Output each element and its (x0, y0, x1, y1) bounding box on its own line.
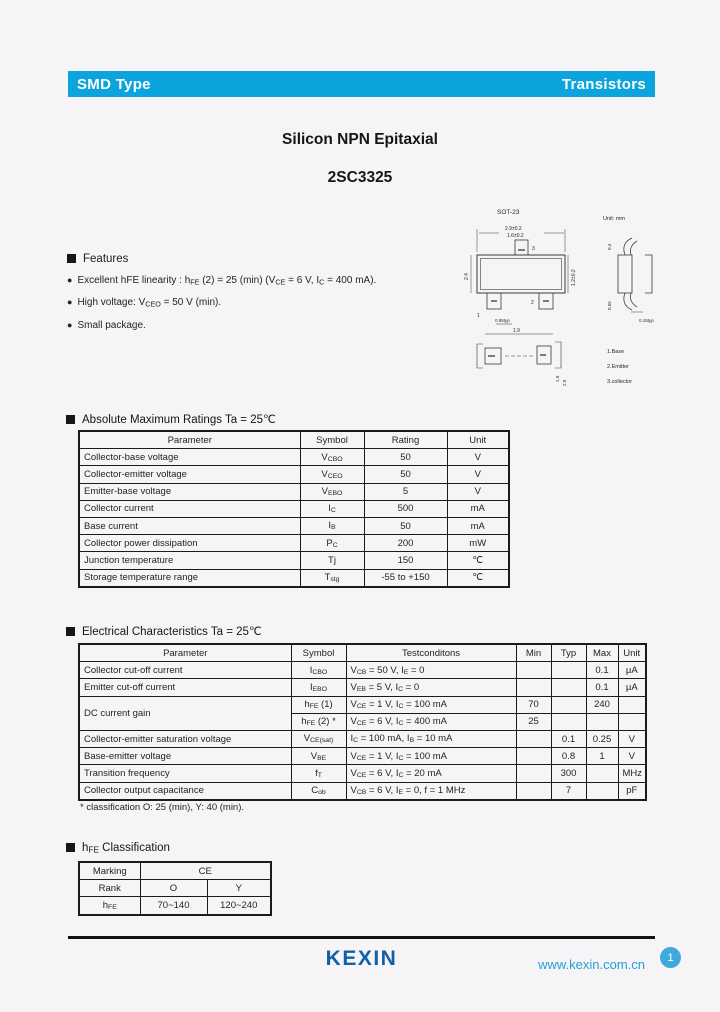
table-row (79, 466, 509, 483)
table-cell: 70 (516, 696, 551, 713)
package-land-pattern (477, 342, 561, 368)
table-cell: Collector power dissipation (79, 535, 300, 552)
column-header: Testconditons (346, 644, 516, 662)
classification-footnote: * classification O: 25 (min), Y: 40 (min). (80, 802, 245, 813)
dim-label: 0.95typ (495, 318, 510, 323)
table-cell: Y (207, 880, 271, 897)
table-row (79, 449, 509, 466)
table-cell: hFE (1) (291, 696, 346, 713)
table-row (79, 880, 271, 897)
table-cell (586, 782, 618, 800)
table-cell (551, 713, 586, 730)
header-row (79, 644, 646, 662)
table-cell: mW (447, 535, 509, 552)
package-unit-label: Unit: mm (603, 216, 625, 222)
pin-function-label: 3.collector (607, 379, 633, 385)
table-cell: hFE (2) * (291, 713, 346, 730)
document-title: Silicon NPN Epitaxial (282, 131, 438, 148)
table-cell: VEB = 5 V, IC = 0 (346, 679, 516, 696)
table-cell (516, 679, 551, 696)
table-cell: V (618, 730, 646, 747)
dim-label: 1.9 (513, 328, 520, 334)
table-cell: V (618, 748, 646, 765)
table-cell: 0.1 (586, 662, 618, 679)
table-cell: hFE (79, 897, 140, 915)
part-number: 2SC3325 (327, 169, 393, 186)
dim-label: 0.15typ (639, 318, 654, 323)
pin-number: 3 (532, 246, 535, 252)
hfe-classification-heading: hFE Classification (66, 842, 170, 854)
table-cell (516, 782, 551, 800)
column-header: Min (516, 644, 551, 662)
table-cell: ℃ (447, 569, 509, 587)
table-cell: VCBO (300, 449, 364, 466)
table-cell: Collector output capacitance (79, 782, 291, 800)
table-row (79, 569, 509, 587)
table-cell: CE (140, 862, 271, 880)
footer-rule (68, 936, 655, 939)
electrical-table (78, 643, 647, 801)
table-row (79, 748, 646, 765)
table-cell: PC (300, 535, 364, 552)
table-cell: μA (618, 679, 646, 696)
table-row (79, 552, 509, 569)
table-row (79, 897, 271, 915)
bullet-icon (67, 320, 72, 330)
table-cell: pF (618, 782, 646, 800)
banner-right-label: Transistors (561, 75, 646, 93)
table-cell: μA (618, 662, 646, 679)
table-cell (586, 765, 618, 782)
dim-label: 2.9±0.2 (505, 226, 522, 232)
column-header: Parameter (79, 644, 291, 662)
table-cell: Transition frequency (79, 765, 291, 782)
table-cell: 200 (364, 535, 447, 552)
features-section (67, 253, 467, 342)
table-cell: 0.8 (551, 748, 586, 765)
package-front-view (471, 229, 568, 334)
section-marker-icon (67, 254, 76, 263)
website-link[interactable]: www.kexin.com.cn (538, 957, 645, 972)
features-heading: Features (67, 253, 467, 265)
table-cell: VCB = 6 V, IE = 0, f = 1 MHz (346, 782, 516, 800)
bullet-icon (67, 275, 72, 285)
table-cell: 50 (364, 449, 447, 466)
abs-max-heading: Absolute Maximum Ratings Ta = 25℃ (66, 412, 276, 426)
feature-item: ●High voltage: VCEO = 50 V (min). (67, 297, 467, 308)
dim-label: 2.9 (562, 379, 567, 386)
table-cell: VCB = 50 V, IE = 0 (346, 662, 516, 679)
package-name: SOT-23 (497, 209, 520, 216)
table-row (79, 483, 509, 500)
pin-number: 1 (477, 313, 480, 319)
table-cell: 300 (551, 765, 586, 782)
table-row (79, 662, 646, 679)
table-cell: Base-emitter voltage (79, 748, 291, 765)
table-row (79, 765, 646, 782)
table-cell: IC (300, 500, 364, 517)
feature-item: ●Excellent hFE linearity : hFE (2) = 25 (min) (VCE = 6 V, IC = 400 mA). (67, 275, 467, 286)
pin-function-label: 2.Emitter (607, 364, 630, 370)
section-marker-icon (66, 415, 75, 424)
table-cell: 0.1 (551, 730, 586, 747)
table-cell: fT (291, 765, 346, 782)
table-cell: DC current gain (79, 696, 291, 730)
table-cell: VCEO (300, 466, 364, 483)
page-number-badge: 1 (660, 947, 681, 968)
table-cell: V (447, 483, 509, 500)
table-cell (586, 713, 618, 730)
table-row (79, 517, 509, 534)
table-cell: 50 (364, 517, 447, 534)
table-cell: 240 (586, 696, 618, 713)
table-cell: VCE = 6 V, IC = 400 mA (346, 713, 516, 730)
table-cell: 1 (586, 748, 618, 765)
table-cell: Base current (79, 517, 300, 534)
dim-label: 1.9 (555, 375, 560, 382)
table-cell: Cob (291, 782, 346, 800)
table-cell: -55 to +150 (364, 569, 447, 587)
table-cell: VCE = 1 V, IC = 100 mA (346, 696, 516, 713)
table-cell (618, 713, 646, 730)
table-cell: VBE (291, 748, 346, 765)
header-row (79, 431, 509, 449)
table-row (79, 679, 646, 696)
table-cell: Storage temperature range (79, 569, 300, 587)
table-cell: IB (300, 517, 364, 534)
column-header: Rating (364, 431, 447, 449)
bullet-icon (67, 297, 72, 307)
table-row (79, 500, 509, 517)
table-cell (618, 696, 646, 713)
table-cell: Rank (79, 880, 140, 897)
table-cell: 0.25 (586, 730, 618, 747)
column-header: Symbol (300, 431, 364, 449)
feature-item: ●Small package. (67, 320, 467, 331)
table-row (79, 696, 646, 713)
table-cell (551, 696, 586, 713)
table-cell: 150 (364, 552, 447, 569)
table-cell: VCE = 1 V, IC = 100 mA (346, 748, 516, 765)
table-cell: MHz (618, 765, 646, 782)
table-cell: Collector-base voltage (79, 449, 300, 466)
table-cell: 0.1 (586, 679, 618, 696)
table-row (79, 535, 509, 552)
table-cell: Marking (79, 862, 140, 880)
package-side-view (618, 238, 652, 312)
table-cell: VCE = 6 V, IC = 20 mA (346, 765, 516, 782)
kexin-logo: KEXIN (325, 947, 398, 970)
table-cell: ℃ (447, 552, 509, 569)
table-cell: O (140, 880, 207, 897)
table-cell: Emitter cut-off current (79, 679, 291, 696)
electrical-heading: Electrical Characteristics Ta = 25℃ (66, 624, 262, 638)
dim-label: 0.4 (607, 243, 612, 250)
table-cell: IEBO (291, 679, 346, 696)
table-cell: IC = 100 mA, IB = 10 mA (346, 730, 516, 747)
table-cell: mA (447, 517, 509, 534)
table-cell (516, 730, 551, 747)
table-cell: Emitter-base voltage (79, 483, 300, 500)
table-cell: V (447, 449, 509, 466)
column-header: Unit (618, 644, 646, 662)
table-cell (516, 765, 551, 782)
section-marker-icon (66, 627, 75, 636)
table-cell: Collector-emitter saturation voltage (79, 730, 291, 747)
table-cell: VCE(sat) (291, 730, 346, 747)
section-marker-icon (66, 843, 75, 852)
table-cell: Collector cut-off current (79, 662, 291, 679)
banner-left-label: SMD Type (77, 75, 151, 93)
table-cell: VEBO (300, 483, 364, 500)
table-cell: Tj (300, 552, 364, 569)
dim-label: 1.6±0.2 (507, 233, 524, 239)
table-cell: Collector current (79, 500, 300, 517)
table-cell (551, 679, 586, 696)
table-row (79, 782, 646, 800)
table-cell: 25 (516, 713, 551, 730)
column-header: Max (586, 644, 618, 662)
table-cell: 50 (364, 466, 447, 483)
dim-label: 0.55 (607, 301, 612, 310)
table-cell: 5 (364, 483, 447, 500)
table-cell (551, 662, 586, 679)
column-header: Symbol (291, 644, 346, 662)
table-cell: Junction temperature (79, 552, 300, 569)
table-cell: Tstg (300, 569, 364, 587)
hfe-classification-table (78, 861, 272, 916)
header-banner (68, 71, 655, 97)
column-header: Parameter (79, 431, 300, 449)
table-row (79, 862, 271, 880)
table-cell (516, 662, 551, 679)
table-cell: 500 (364, 500, 447, 517)
pin-number: 2 (531, 300, 534, 306)
table-cell: 70~140 (140, 897, 207, 915)
dim-label: 2.4 (464, 273, 470, 280)
table-cell: V (447, 466, 509, 483)
table-cell: Collector-emitter voltage (79, 466, 300, 483)
table-row (79, 730, 646, 747)
table-cell (516, 748, 551, 765)
table-cell: ICBO (291, 662, 346, 679)
package-drawing (455, 200, 670, 400)
table-cell: mA (447, 500, 509, 517)
abs-max-table (78, 430, 510, 588)
column-header: Typ (551, 644, 586, 662)
dim-label: 1.2±0.2 (571, 269, 577, 286)
pin-function-label: 1.Base (607, 349, 625, 355)
column-header: Unit (447, 431, 509, 449)
table-cell: 120~240 (207, 897, 271, 915)
table-cell: 7 (551, 782, 586, 800)
